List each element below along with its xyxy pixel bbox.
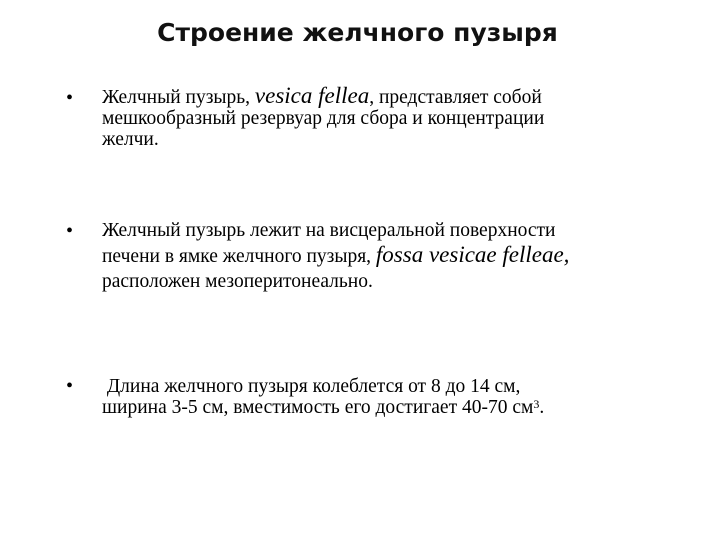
- superscript: 3: [533, 397, 540, 411]
- latin-term: vesica fellea: [254, 83, 370, 108]
- bullet-text-3: [102, 376, 702, 418]
- text-span: .: [539, 397, 545, 418]
- latin-term: fossa vesicae felleae,: [375, 242, 570, 267]
- bullet-marker: •: [66, 375, 74, 397]
- bullet-2-line-3: расположен мезоперитонеально.: [102, 271, 373, 292]
- bullet-text-2: [102, 220, 702, 292]
- bullet-1-line-2: мешкообразный резервуар для сбора и концентрации: [102, 108, 545, 129]
- text-span: Желчный пузырь,: [102, 87, 255, 108]
- bullet-text-1: [102, 85, 702, 150]
- bullet-2-line-1: Желчный пузырь лежит на висцеральной поверхности: [102, 220, 556, 241]
- bullet-3-line-2: [102, 397, 702, 418]
- text-span: ширина 3-5 см, вместимость его достигает 40-70 см: [102, 397, 534, 418]
- bullet-3-line-1: Длина желчного пузыря колеблется от 8 до 14 см,: [102, 376, 521, 397]
- slide-title: Строение желчного пузыря: [157, 18, 558, 47]
- text-span: , представляет собой: [369, 87, 542, 108]
- bullet-1-line-3: желчи.: [102, 129, 159, 150]
- bullet-marker: •: [66, 220, 74, 242]
- text-span: печени в ямке желчного пузыря,: [102, 246, 376, 267]
- bullet-marker: •: [66, 87, 74, 109]
- bullet-2-line-2: [102, 244, 702, 267]
- bullet-1-line-1: [102, 85, 702, 108]
